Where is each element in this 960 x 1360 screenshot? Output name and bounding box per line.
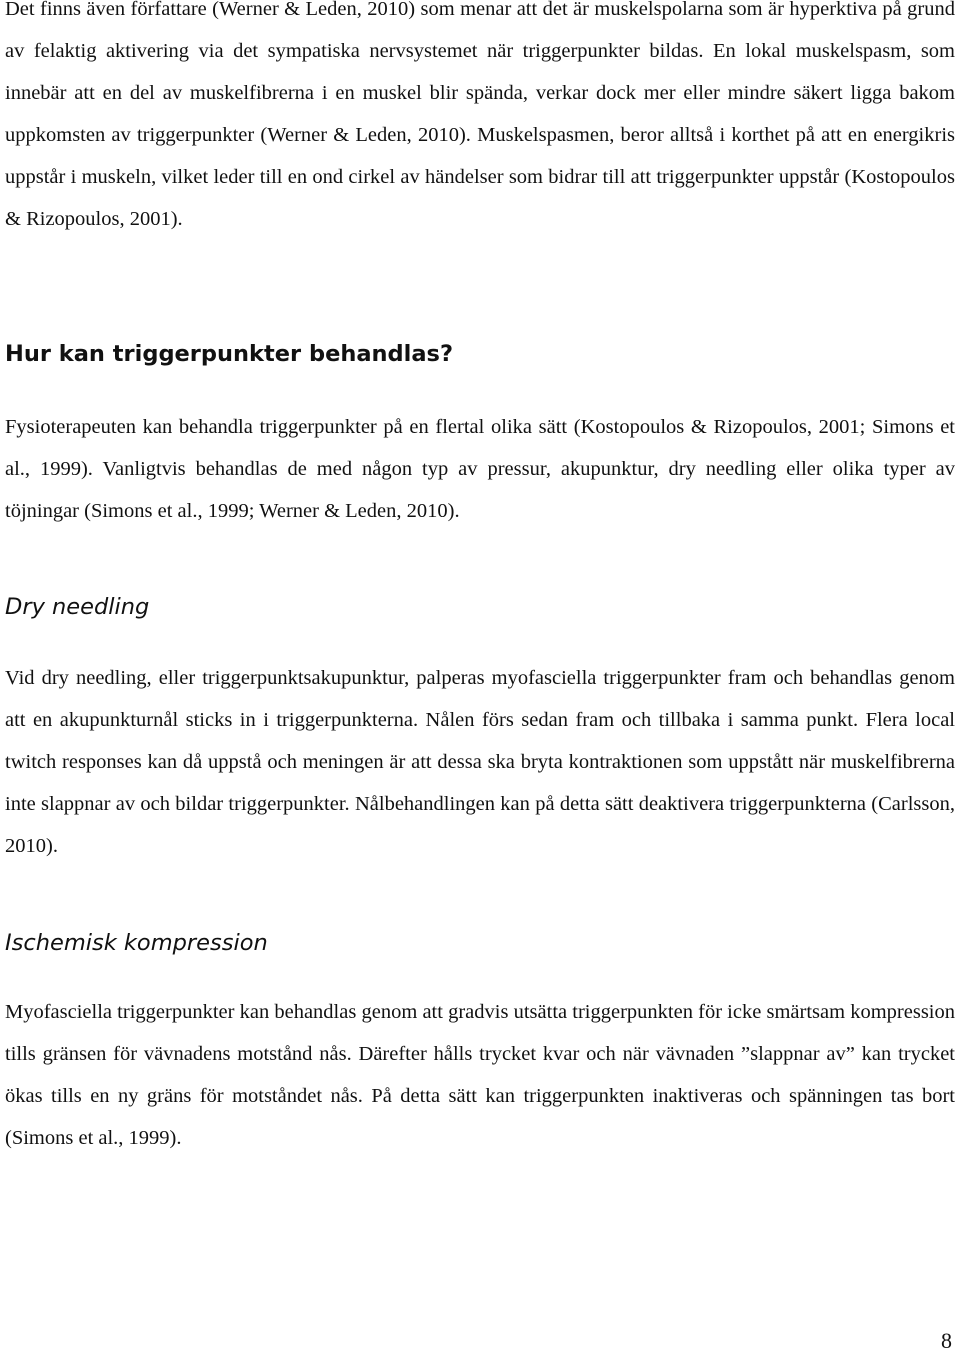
page-number: 8 [941, 1328, 952, 1353]
paragraph-dry-needling: Vid dry needling, eller triggerpunktsakupunktur, palperas myofasciella triggerpunkter fram och behandlas genom att en akupunkturnål sticks in i triggerpunkterna. Nålen förs sedan fram och tillbaka i samma punkt. Flera local twitch responses kan då uppstå och meningen är att dessa ska bryta kontraktionen som uppstått när muskelfibrerna inte slappnar av och bildar triggerpunkter. Nålbehandlingen kan på detta sätt deaktivera triggerpunkterna (Carlsson, 2010). [5, 667, 955, 857]
heading-treatment: Hur kan triggerpunkter behandlas? [5, 341, 453, 367]
heading-ischemic-compression: Ischemisk kompression [5, 930, 268, 956]
paragraph-ischemic-compression: Myofasciella triggerpunkter kan behandlas genom att gradvis utsätta triggerpunkten för icke smärtsam kompression tills gränsen för vävnadens motstånd nås. Därefter hålls trycket kvar och när vävnaden ”slappnar av” kan trycket ökas tills en ny gräns för motståndet nås. På detta sätt kan triggerpunkten inaktiveras och spänningen tas bort (Simons et al., 1999). [5, 1001, 955, 1149]
paragraph-treatment: Fysioterapeuten kan behandla triggerpunkter på en flertal olika sätt (Kostopoulos & Rizopoulos, 2001; Simons et al., 1999). Vanligtvis behandlas de med någon typ av pressur, akupunktur, dry needling eller olika typer av töjningar (Simons et al., 1999; Werner & Leden, 2010). [5, 416, 955, 522]
paragraph-muscle-spasm: Det finns även författare (Werner & Leden, 2010) som menar att det är muskelspolarna som är hyperktiva på grund av felaktig aktivering via det sympatiska nervsystemet när triggerpunkter bildas. En lokal muskelspasm, som innebär att en del av muskelfibrerna i en muskel blir spända, verkar dock mer eller mindre säkert ligga bakom uppkomsten av triggerpunkter (Werner & Leden, 2010). Muskelspasmen, beror alltså i korthet på att en energikris uppstår i muskeln, vilket leder till en ond cirkel av händelser som bidrar till att triggerpunkter uppstår (Kostopoulos & Rizopoulos, 2001). [5, 0, 955, 230]
heading-dry-needling: Dry needling [5, 594, 150, 620]
